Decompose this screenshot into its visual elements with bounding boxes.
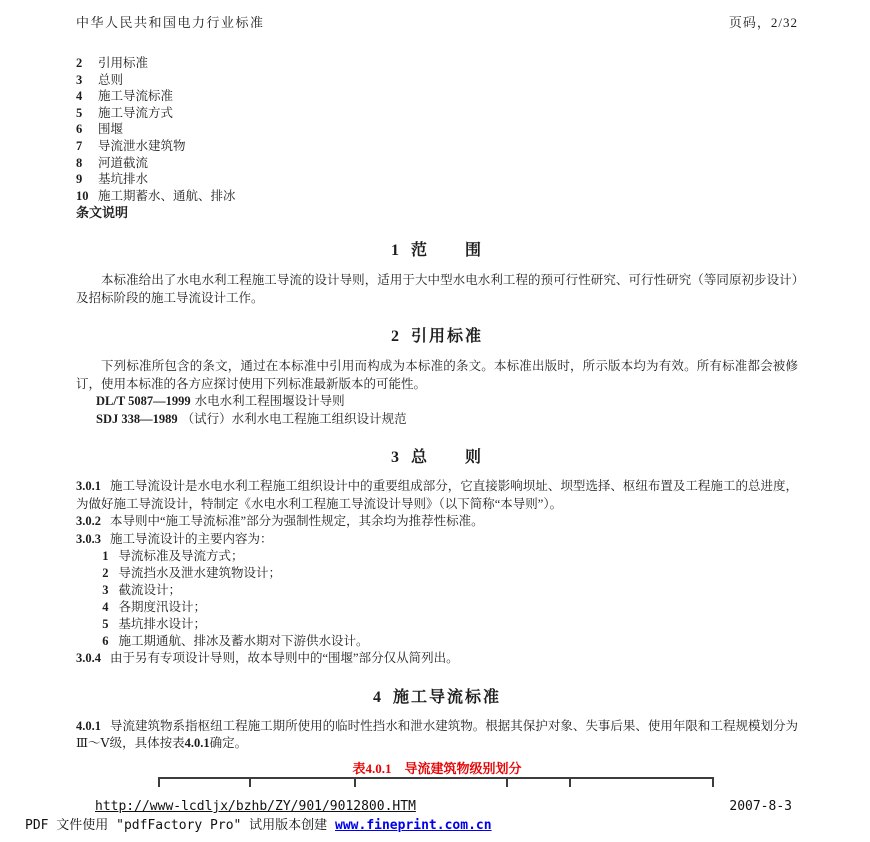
toc-item: 7 导流泄水建筑物 [76,138,186,153]
list-item: 4 各期度汛设计； [102,600,207,615]
table-top-border [158,777,714,790]
clause-3-0-2: 3.0.2 本导则中“施工导流标准”部分为强制性规定，其余均为推荐性标准。 [76,514,484,529]
clause-3-0-3-sublist [76,548,798,650]
section-1-paragraph: 本标准给出了水电水利工程施工导流的设计导则，适用于大中型水电水利工程的预可行性研究、可行性研究（等同原初步设计）及招标阶段的施工导流设计工作。 [76,273,798,305]
clause-3-0-3: 3.0.3 施工导流设计的主要内容为： [76,531,273,546]
page-footer [0,799,870,833]
document-url-link[interactable]: http://www-lcdljx/bzhb/ZY/901/9012800.HTM [95,799,416,814]
section-heading-3: 3 总 则 [390,449,483,467]
toc-item: 5 施工导流方式 [76,105,174,120]
clause-3-0-1: 3.0.1 施工导流设计是水电水利工程施工组织设计中的重要组成部分，它直接影响坝址、坝型选择、枢纽布置及工程施工的总进度，为做好施工导流设计，特制定《水电水利工程施工导流设计导则》（以下简称“本导则”）。 [76,479,798,511]
table-caption: 表4.0.1 导流建筑物级别划分 [352,760,522,776]
standard-title: 中华人民共和国电力行业标准 [76,15,265,30]
clause-4-0-1: 4.0.1 导流建筑物系指枢纽工程施工期所使用的临时性挡水和泄水建筑物。根据其保护对象、失事后果、使用年限和工程规模划分为Ⅲ～Ⅴ级，具体按表4.0.1确定。 [76,718,798,751]
table-column-divider [712,779,714,787]
toc-note: 条文说明 [76,205,129,221]
section-2-paragraph: 下列标准所包含的条文，通过在本标准中引用而构成为本标准的条文。本标准出版时，所示版本均为有效。所有标准都会被修订，使用本标准的各方应探讨使用下列标准最新版本的可能性。 [76,359,798,391]
table-of-contents [76,55,798,221]
reference-item: SDJ 338—1989 （试行）水利水电工程施工组织设计规范 [96,411,407,426]
pdf-watermark-text: PDF 文件使用 "pdfFactory Pro" 试用版本创建 [25,818,336,833]
section-heading-4: 4 施工导流标准 [372,688,501,706]
toc-item: 9 基坑排水 [76,172,149,187]
toc-item: 8 河道截流 [76,155,149,170]
reference-item: DL/T 5087—1999 水电水利工程围堰设计导则 [96,394,345,409]
section-heading-1: 1 范 围 [390,242,483,260]
list-item: 3 截流设计； [102,583,182,598]
table-column-divider [354,779,356,787]
list-item: 1 导流标准及导流方式； [102,549,244,564]
list-item: 6 施工期通航、排冰及蓄水期对下游供水设计。 [102,634,369,649]
list-item: 5 基坑排水设计； [102,617,207,632]
toc-item: 3 总则 [76,72,124,87]
toc-item: 10 施工期蓄水、通航、排冰 [76,188,236,203]
fineprint-link[interactable]: www.fineprint.com.cn [335,818,492,833]
toc-item: 4 施工导流标准 [76,89,174,104]
footer-date: 2007-8-3 [729,799,792,814]
toc-item: 2 引用标准 [76,56,149,70]
list-item: 2 导流挡水及泄水建筑物设计； [102,566,282,581]
section-heading-2: 2 引用标准 [390,328,483,346]
table-column-divider [158,779,160,787]
pdf-watermark-row [0,814,870,833]
footer-url-row [0,799,870,814]
table-column-divider [506,779,508,787]
clause-3-0-4: 3.0.4 由于另有专项设计导则，故本导则中的“围堰”部分仅从简列出。 [76,651,459,666]
table-column-divider [569,779,571,787]
page-number: 页码，2/32 [728,15,798,30]
page-header [76,12,798,31]
table-column-divider [249,779,251,787]
toc-item: 6 围堰 [76,122,124,137]
